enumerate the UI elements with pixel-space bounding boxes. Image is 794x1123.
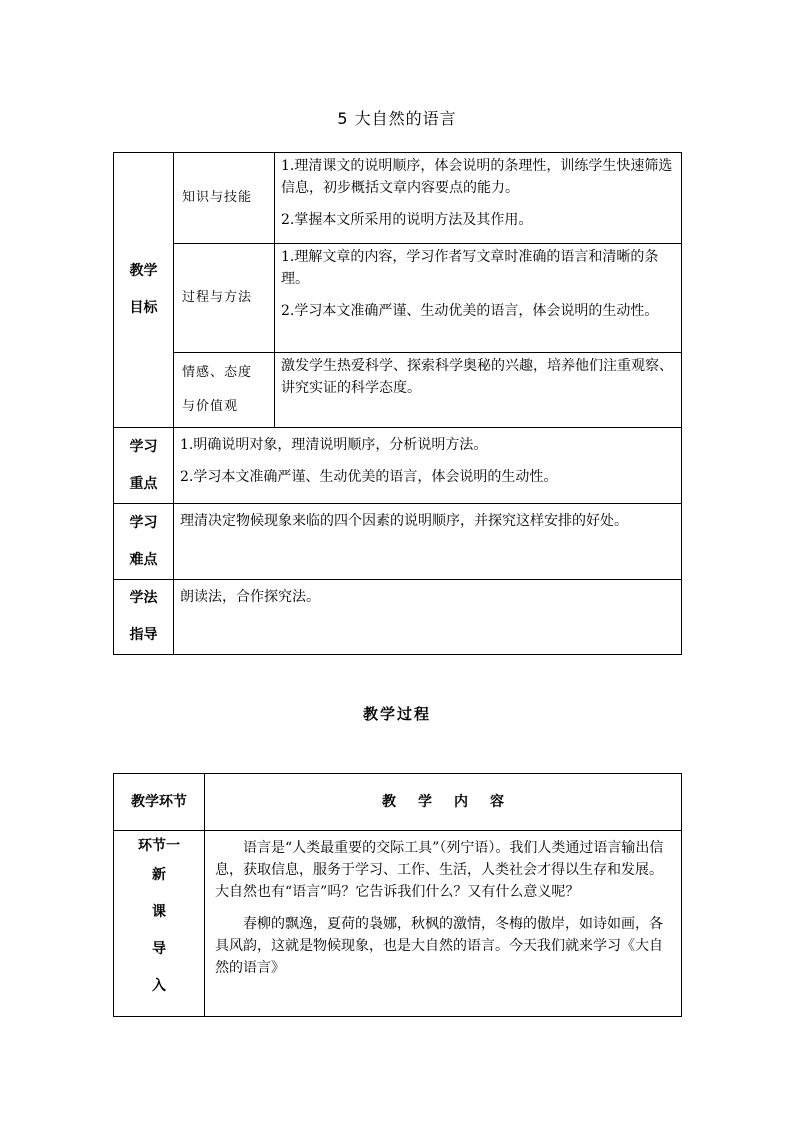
process-table <box>113 773 682 1017</box>
process-title: 教学过程 <box>362 705 431 723</box>
objective-sub-emotion: 情感、态度 与价值观 <box>174 353 275 428</box>
difficulties-content: 理清决定物候现象来临的四个因素的说明顺序，并探究这样安排的好处。 <box>174 504 682 580</box>
objective-content-knowledge: 1.理清课文的说明顺序，体会说明的条理性，训练学生快速筛选信息，初步概括文章内容要点的能力。 2.掌握本文所采用的说明方法及其作用。 <box>275 153 682 244</box>
intro-content <box>205 831 682 1017</box>
objective-content-process: 1.理解文章的内容，学习作者写文章时准确的语言和清晰的条理。 2.学习本文准确严谨、生动优美的语言，体会说明的生动性。 <box>275 244 682 353</box>
step-cell <box>114 831 205 1017</box>
method-label: 学法 指导 <box>114 580 174 655</box>
objective-sub-process: 过程与方法 <box>174 244 275 353</box>
objectives-label: 教学 目标 <box>114 153 174 428</box>
intro-paragraph: 春柳的飘逸，夏荷的袅娜，秋枫的激情，冬梅的傲岸，如诗如画，各具风韵，这就是物候现象，也是大自然的语言。今天我们就来学习《大自然的语言》 <box>215 916 663 976</box>
document-title: 5 大自然的语言 <box>337 109 457 128</box>
objective-content-emotion: 激发学生热爱科学、探索科学奥秘的兴趣，培养他们注重观察、讲究实证的科学态度。 <box>275 353 682 428</box>
step-char: 导 <box>152 941 166 957</box>
key-points-content: 1.明确说明对象，理清说明顺序，分析说明方法。 2.学习本文准确严谨、生动优美的语言，体会说明的生动性。 <box>174 428 682 504</box>
step-char: 新 <box>152 867 166 883</box>
objectives-table <box>113 152 682 655</box>
objective-sub-knowledge: 知识与技能 <box>174 153 275 244</box>
difficulties-label: 学习 难点 <box>114 504 174 580</box>
header-content: 教学内容 <box>205 774 682 831</box>
step-title: 环节一 <box>138 838 180 854</box>
step-char: 课 <box>152 904 166 920</box>
header-step: 教学环节 <box>114 774 205 831</box>
intro-paragraph: 语言是“人类最重要的交际工具”（列宁语）。我们人类通过语言输出信息，获取信息，服务于学习、工作、生活，人类社会才得以生存和发展。大自然也有“语言”吗？它告诉我们什么？又有什么意义呢？ <box>215 840 664 900</box>
step-char: 入 <box>152 978 166 994</box>
key-points-label: 学习 重点 <box>114 428 174 504</box>
method-content: 朗读法，合作探究法。 <box>174 580 682 655</box>
